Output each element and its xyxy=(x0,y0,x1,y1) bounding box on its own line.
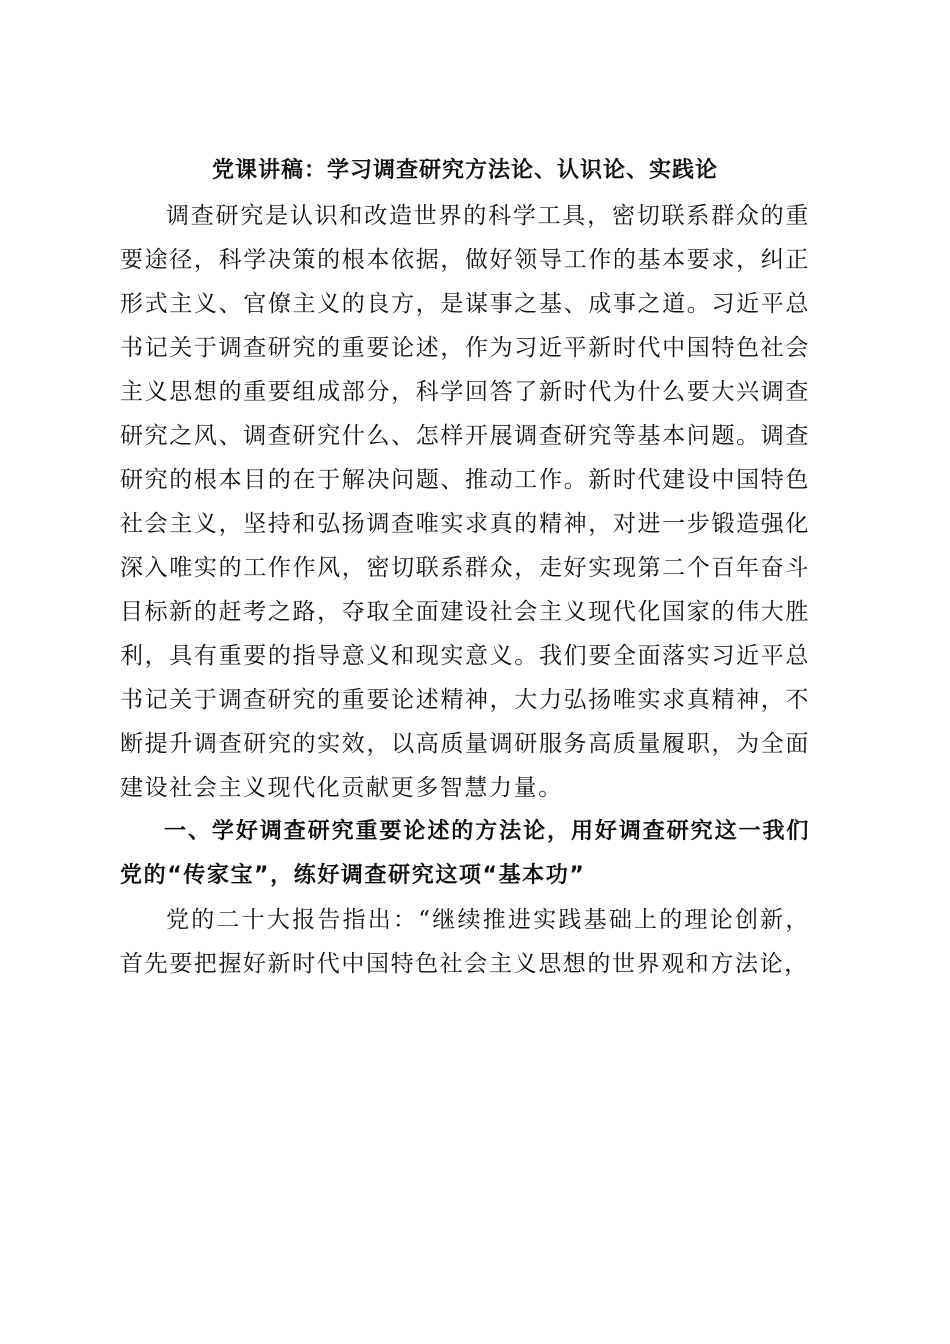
document-page xyxy=(120,148,810,986)
document-title: 党课讲稿：学习调查研究方法论、认识论、实践论 xyxy=(211,158,718,183)
intro-paragraph: 调查研究是认识和改造世界的科学工具，密切联系群众的重要途径，科学决策的根本依据，做好领导工作的基本要求，纠正形式主义、官僚主义的良方，是谋事之基、成事之道。习近平总书记关于调查研究的重要论述，作为习近平新时代中国特色社会主义思想的重要组成部分，科学回答了新时代为什么要大兴调查研究之风、调查研究什么、怎样开展调查研究等基本问题。调查研究的根本目的在于解决问题、推动工作。新时代建设中国特色社会主义，坚持和弘扬调查唯实求真的精神，对进一步锻造强化深入唯实的工作作风，密切联系群众，走好实现第二个百年奋斗目标新的赶考之路，夺取全面建设社会主义现代化国家的伟大胜利，具有重要的指导意义和现实意义。我们要全面落实习近平总书记关于调查研究的重要论述精神，大力弘扬唯实求真精神，不断提升调查研究的实效，以高质量调研服务高质量履职，为全面建设社会主义现代化贡献更多智慧力量。 xyxy=(120,203,810,801)
section-heading: 一、学好调查研究重要论述的方法论，用好调查研究这一我们党的“传家宝”，练好调查研究这项“基本功” xyxy=(120,819,810,888)
section-paragraph: 党的二十大报告指出：“继续推进实践基础上的理论创新，首先要把握好新时代中国特色社会主义思想的世界观和方法论， xyxy=(120,907,810,977)
